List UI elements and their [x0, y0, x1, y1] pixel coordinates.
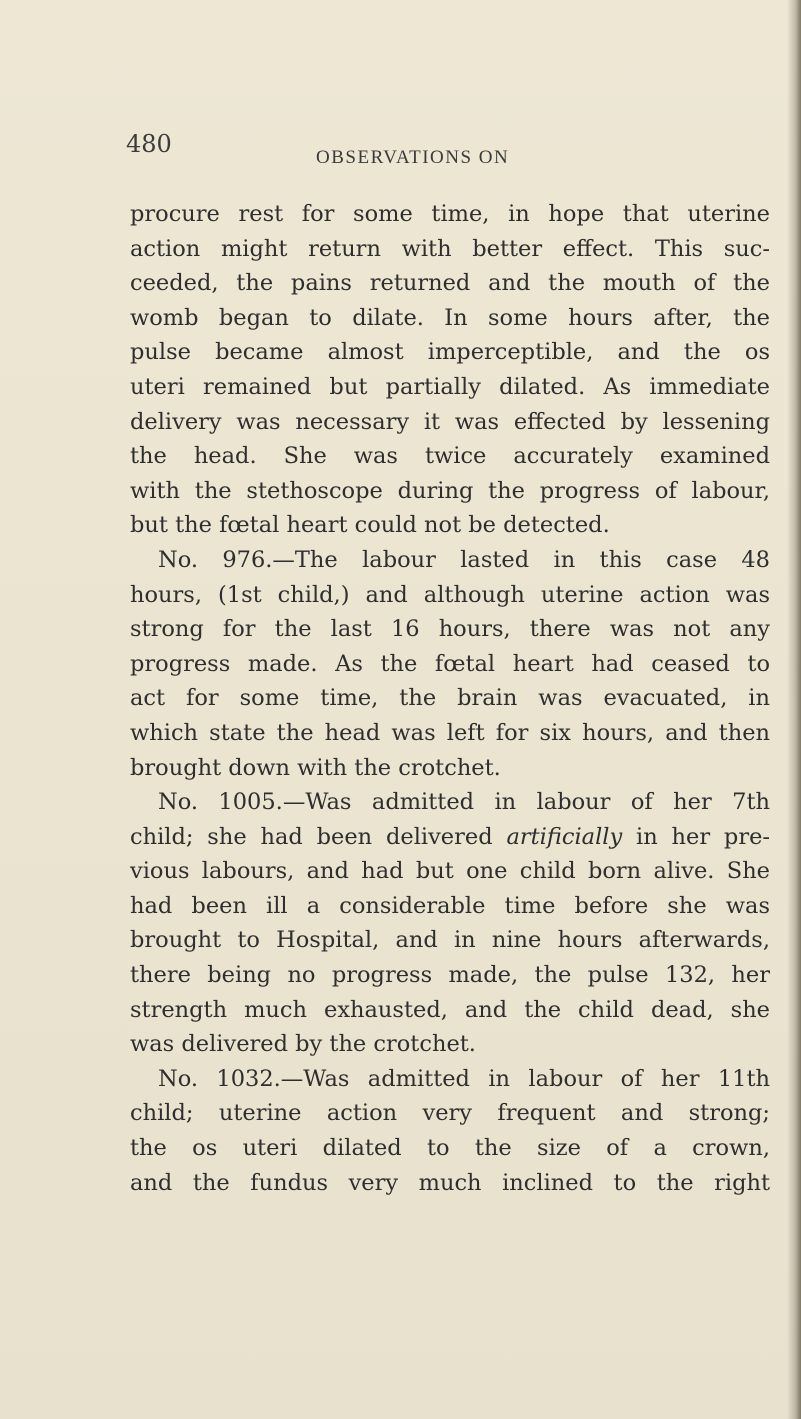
text-line: and the fundus very much inclined to the right [130, 1169, 770, 1196]
text-line: No. 976.—The labour lasted in this case 48 [158, 546, 770, 573]
text-line: hours, (1st child,) and although uterine action was [130, 581, 770, 608]
body-text [130, 197, 770, 1200]
text-line: there being no progress made, the pulse 132, her [130, 962, 770, 989]
text-line: brought down with the crotchet. [130, 754, 501, 781]
text-line: act for some time, the brain was evacuated, in [130, 685, 770, 712]
text-line: No. 1005.—Was admitted in labour of her 7th [158, 789, 770, 816]
text-line: strong for the last 16 hours, there was not any [130, 616, 770, 643]
text-line: procure rest for some time, in hope that uterine [130, 201, 770, 227]
text-line: womb began to dilate. In some hours after, the [130, 304, 770, 331]
text-line: brought to Hospital, and in nine hours afterwards, [130, 927, 770, 954]
text-line: delivery was necessary it was effected by lessening [130, 408, 770, 435]
text-line: strength much exhausted, and the child dead, she [130, 996, 770, 1023]
text-line: pulse became almost imperceptible, and the os [130, 339, 770, 366]
text-line: which state the head was left for six hours, and then [130, 719, 770, 746]
page-number: 480 [126, 130, 172, 158]
text-line: but the fœtal heart could not be detected. [130, 512, 610, 539]
page-edge-shadow [787, 0, 801, 1419]
running-head: OBSERVATIONS ON [316, 147, 510, 168]
text-line: No. 1032.—Was admitted in labour of her 11th [158, 1065, 770, 1092]
text-line: the os uteri dilated to the size of a crown, [130, 1135, 770, 1162]
text-line: uteri remained but partially dilated. As immediate [130, 373, 770, 400]
text-segment: in her pre- [622, 823, 770, 850]
text-segment: child; she had been delivered [130, 823, 507, 850]
text-line: progress made. As the fœtal heart had ceased to [130, 650, 770, 677]
text-line: had been ill a considerable time before she was [130, 892, 770, 919]
text-line: with the stethoscope during the progress of labour, [130, 477, 770, 504]
text-line: the head. She was twice accurately examined [130, 443, 770, 470]
text-line: action might return with better effect. This suc- [130, 235, 770, 262]
text-line: vious labours, and had but one child born alive. She [130, 858, 770, 885]
text-line: was delivered by the crotchet. [130, 1031, 476, 1058]
text-line: child; uterine action very frequent and strong; [130, 1100, 770, 1127]
text-line-with-italic [130, 820, 770, 855]
italic-word: artificially [506, 823, 623, 850]
text-line: ceeded, the pains returned and the mouth of the [130, 270, 770, 297]
